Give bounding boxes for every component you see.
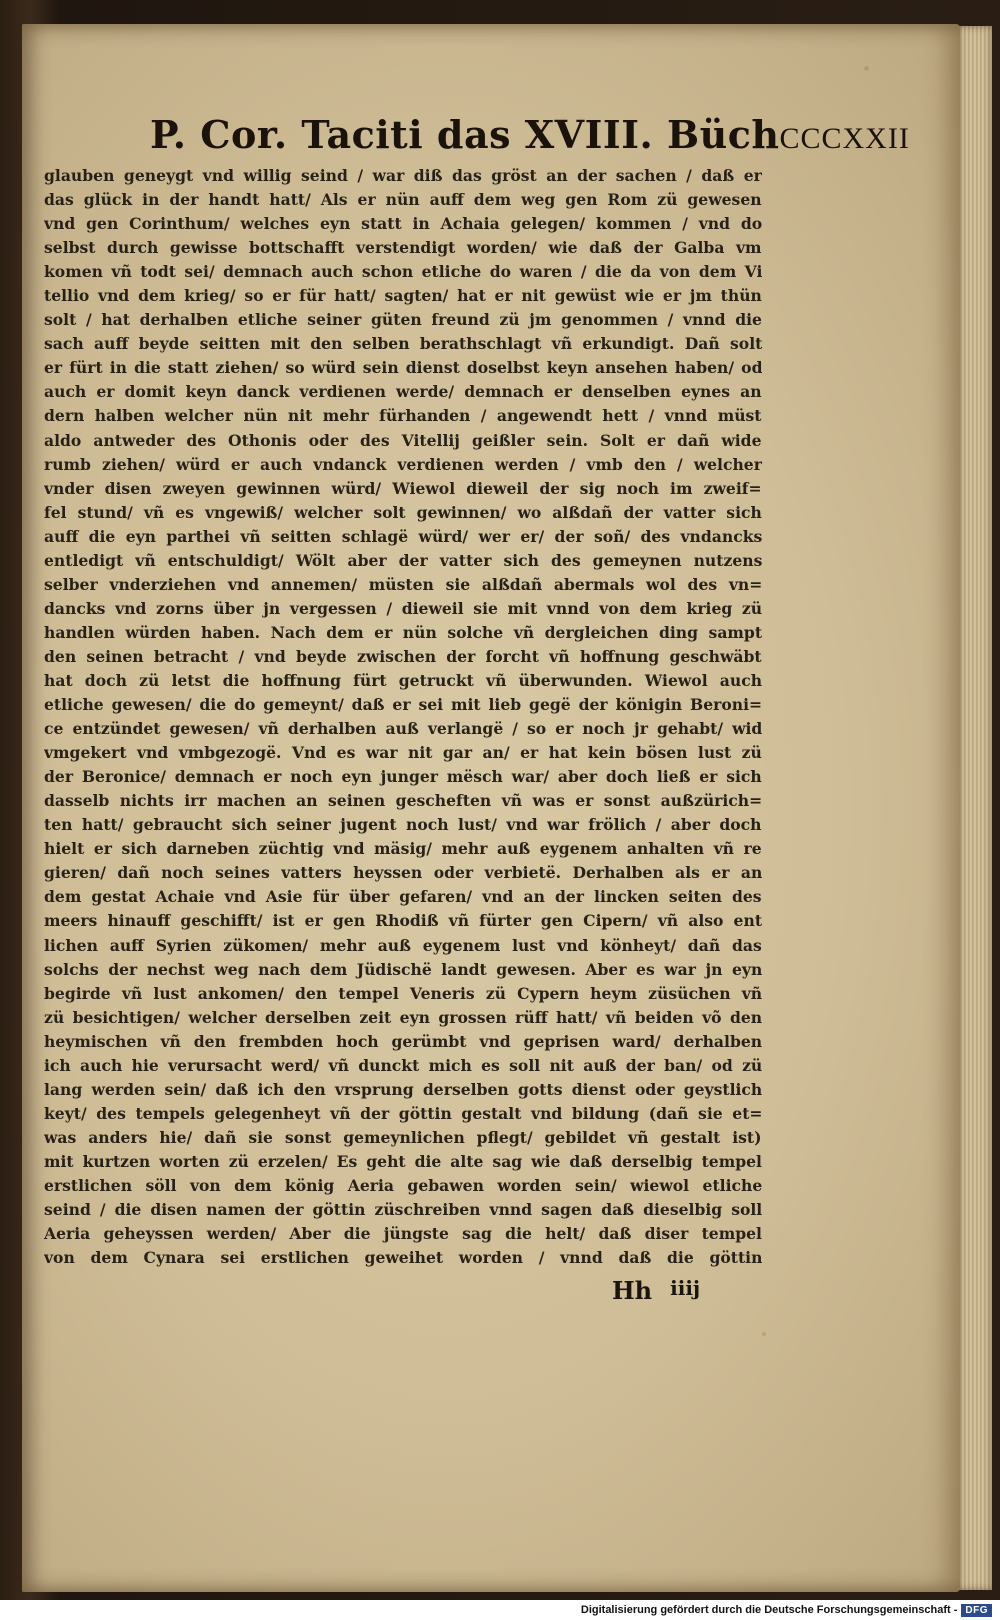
text-line: meers hinauff geschifft/ ist er gen Rhodiß vñ fürter gen Cipern/ vñ also ent [44,911,762,931]
text-line: seind / die disen namen der göttin züschreiben vnnd sagen daß dieselbig soll [44,1200,762,1220]
page-edges [958,26,992,1590]
text-line: ce entzündet gewesen/ vñ derhalben auß verlangë / so er noch jr gehabt/ wid [44,719,762,739]
text-line: glauben geneygt vnd willig seind / war diß das gröst an der sachen / daß er [44,166,762,185]
running-title: P. Cor. Taciti das XVIII. Büch [150,112,780,157]
text-line: er fürt in die statt ziehen/ so würd sein dienst doselbst keyn ansehen haben/ od [44,358,762,378]
text-line: von dem Cynara sei erstlichen geweihet worden / vnnd daß die göttin [44,1248,762,1268]
folio-number: CCCXXII [779,122,910,155]
text-line: zü besichtigen/ welcher derselben zeit eyn grossen rüff hatt/ vñ beiden võ den [44,1007,762,1027]
footer-bar [0,1600,1000,1620]
text-line: solchs der nechst weg nach dem Jüdischë landt gewesen. Aber es war jn eyn [44,959,762,979]
text-line: dern halben welcher nün nit mehr fürhanden / angewendt hett / vnnd müst [44,406,762,426]
text-line: heymischen vñ den frembden hoch gerümbt vnd geprisen ward/ derhalben [44,1031,762,1051]
text-line: erstlichen söll von dem könig Aeria gebawen worden sein/ wiewol etliche [44,1175,762,1195]
text-line: solt / hat derhalben etliche seiner güten freund zü jm genommen / vnnd die [44,310,762,330]
text-line: etliche gewesen/ die do gemeynt/ daß er sei mit lieb gegë der königin Beroni= [44,695,762,715]
text-line: dasselb nichts irr machen an seinen gescheften vñ was er sonst außzürich= [44,791,762,811]
dfg-logo: DFG [961,1604,992,1617]
text-line: gieren/ dañ noch seines vatters heyssen oder verbietë. Derhalben als er an [44,863,762,883]
text-line: handlen würden haben. Nach dem er nün solche vñ dergleichen ding sampt [44,622,762,642]
text-line: lang werden sein/ daß ich den vrsprung derselben gotts dienst oder geystlich [44,1079,762,1099]
text-line: dancks vnd zorns über jn vergessen / dieweil sie mit vnnd von dem krieg zü [44,598,762,618]
text-line: ten hatt/ gebraucht sich seiner jugent noch lust/ vnd war frölich / aber doch [44,815,762,835]
text-line: selbst durch gewisse bottschafft verstendigt worden/ wie daß der Galba vm [44,238,762,258]
text-line: Aeria geheyssen werden/ Aber die jüngste sag die helt/ daß diser tempel [44,1224,762,1244]
text-line: hat doch zü letst die hoffnung fürt getruckt vñ überwunden. Wiewol auch [44,670,762,690]
text-line: rumb ziehen/ würd er auch vndanck verdienen werden / vmb den / welcher [44,454,762,474]
text-line: der Beronice/ demnach er noch eyn junger mësch war/ aber doch ließ er sich [44,767,762,787]
signature-number: iiij [670,1276,701,1300]
text-line: tellio vnd dem krieg/ so er für hatt/ sagten/ hat er nit gewüst wie er jm thün [44,286,762,306]
text-line: ich auch hie verursacht werd/ vñ dunckt mich es soll nit auß der ban/ od zü [44,1055,762,1075]
text-line: entledigt vñ entschuldigt/ Wölt aber der vatter sich des gemeynen nutzens [44,550,762,570]
text-line: selber vnderziehen vnd annemen/ müsten sie alßdañ abermals wol des vn= [44,574,762,594]
footer-credit: Digitalisierung gefördert durch die Deutsche Forschungsgemeinschaft - [580,1604,958,1616]
text-line: was anders hie/ dañ sie sonst gemeynlichen pflegt/ gebildet vñ gestalt ist) [44,1127,762,1147]
stain-mark [762,1332,766,1336]
body-text [44,164,762,1270]
text-line: hielt er sich darneben züchtig vnd mäsig/ mehr auß eygenem anhalten vñ re [44,839,762,859]
text-line: das glück in der handt hatt/ Als er nün auff dem weg gen Rom zü gewesen [44,190,762,210]
text-line: vnd gen Corinthum/ welches eyn statt in Achaia gelegen/ kommen / vnd do [44,214,762,234]
text-line: lichen auff Syrien zükomen/ mehr auß eygenem lust vnd könheyt/ dañ das [44,935,762,955]
text-line: auch er domit keyn danck verdienen werde/ demnach er denselben eynes an [44,382,762,402]
text-line: keyt/ des tempels gelegenheyt vñ der göttin gestalt vnd bildung (dañ sie et= [44,1103,762,1123]
page-header [150,112,910,157]
signature-letters: Hh [612,1276,653,1305]
text-line: auff die eyn parthei vñ seitten schlagë würd/ wer er/ der soñ/ des vndancks [44,526,762,546]
text-line: fel stund/ vñ es vngewiß/ welcher solt gewinnen/ wo alßdañ der vatter sich [44,502,762,522]
signature-mark [612,1276,700,1305]
text-line: mit kurtzen worten zü erzelen/ Es geht die alte sag wie daß derselbig tempel [44,1151,762,1171]
text-line: den seinen betracht / vnd beyde zwischen der forcht vñ hoffnung geschwäbt [44,646,762,666]
text-line: dem gestat Achaie vnd Asie für über gefaren/ vnd an der lincken seiten des [44,887,762,907]
text-line: begirde vñ lust ankomen/ den tempel Veneris zü Cypern heym züsüchen vñ [44,983,762,1003]
text-line: aldo antweder des Othonis oder des Vitellij geißler sein. Solt er dañ wide [44,430,762,450]
text-line: vmgekert vnd vmbgezogë. Vnd es war nit gar an/ er hat kein bösen lust zü [44,743,762,763]
text-line: komen vñ todt sei/ demnach auch schon etliche do waren / die da von dem Vi [44,262,762,282]
text-line: sach auff beyde seitten mit den selben berathschlagt vñ erkundigt. Dañ solt [44,334,762,354]
stain-mark [864,66,869,71]
text-line: vnder disen zweyen gewinnen würd/ Wiewol dieweil der sig noch im zweif= [44,478,762,498]
